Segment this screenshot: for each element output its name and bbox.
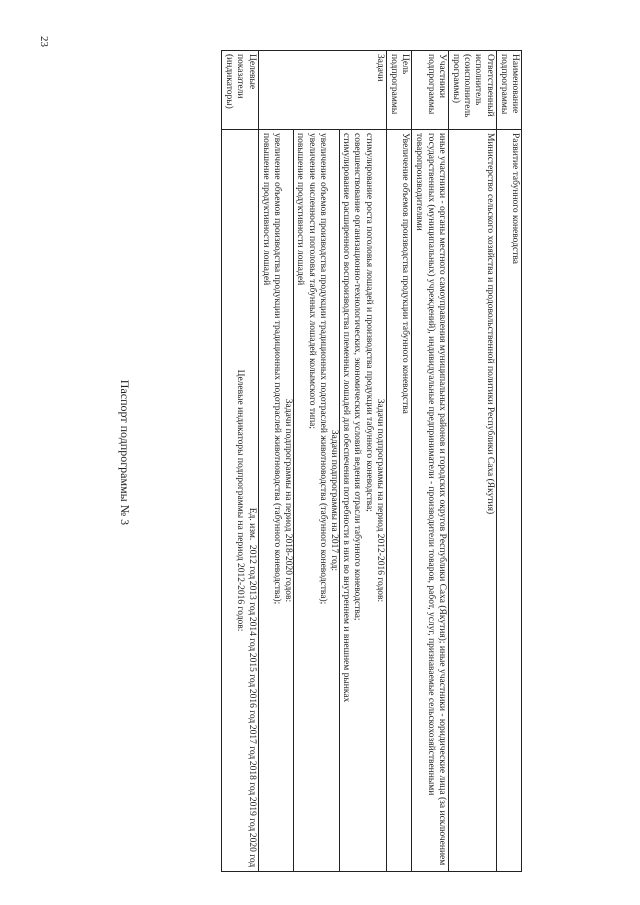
tasks-period3-item: увеличение объемов производства продукции традиционных подотраслей животноводства (табунного коневодства); <box>271 133 282 605</box>
year-header: 2018 год <box>246 760 257 796</box>
value-participants: иные участники - органы местного самоуправления муниципальных районов и городских округов Республики Саха (Якутия); иные участники - юридические лица (за исключением государственных (муниципальных) учреждений), индивидуальные предприниматели - производители товаров, работ, услуг, признаваемые сельскохозяйственными товаропроизводителями <box>412 130 449 872</box>
page-number: 23 <box>38 36 50 47</box>
value-name: Развитие табунного коневодства <box>496 130 521 872</box>
tasks-period2-block <box>294 130 340 871</box>
tasks-period2-item: повышение продуктивности лошадей <box>295 133 306 286</box>
year-header: 2016 год <box>246 688 257 724</box>
tasks-period1-item: стимулирование расширенного воспроизводства племенных лошадей для обеспечения потребности в них во внутреннем и внешнем рынках <box>341 133 352 703</box>
table-row-responsible <box>448 51 496 872</box>
year-header: 2014 год <box>246 616 257 652</box>
label-tasks: Задачи <box>258 51 386 130</box>
tasks-period1-item: совершенствование организационно-технологических, экономических условий ведения отрасли табунного коневодства; <box>352 133 363 621</box>
value-tasks <box>258 130 386 872</box>
year-header: 2017 год <box>246 724 257 760</box>
label-participants: Участники подпрограммы <box>412 51 449 130</box>
table-row-goal <box>386 51 411 872</box>
year-header: 2013 год <box>246 580 257 616</box>
label-indicators: Целевые показатели (индикаторы) <box>221 51 258 130</box>
tasks-period1-item: стимулирование роста поголовья лошадей и производства продукции табунного коневодства; <box>363 133 374 512</box>
unit-header: Ед. изм. <box>246 507 257 541</box>
tasks-period2-item: увеличение объемов производства продукции традиционных подотраслей животноводства (табунного коневодства); <box>317 133 328 605</box>
tasks-period3-item: повышение продуктивности лошадей <box>260 133 271 286</box>
label-responsible: Ответственный исполнитель (соисполнитель программы) <box>448 51 496 130</box>
table-row-name <box>496 51 521 872</box>
indicators-caption: Целевые индикаторы подпрограммы на период 2012-2016 годов: <box>235 369 246 632</box>
passport-table <box>221 50 522 872</box>
value-indicators <box>221 130 258 872</box>
document-title: Паспорт подпрограммы № 3 <box>118 379 132 526</box>
tasks-period1-header: Задачи подпрограммы на период 2012-2016 годов: <box>374 398 385 603</box>
year-header: 2015 год <box>246 652 257 688</box>
label-goal: Цель подпрограммы <box>386 51 411 130</box>
tasks-period2-item: увеличение численности поголовья табунных лошадей колымского типа; <box>306 133 317 430</box>
indicators-header-row <box>245 133 256 868</box>
tasks-period3-header: Задачи подпрограммы на период 2018-2020 годов: <box>283 398 294 603</box>
year-header: 2019 год <box>246 796 257 832</box>
value-goal: Увеличение объемов производства продукции табунного коневодства <box>386 130 411 872</box>
tasks-period2-header: Задачи подпрограммы на 2017 год: <box>328 429 339 572</box>
table-row-indicators <box>221 51 258 872</box>
value-responsible: Министерство сельского хозяйства и продовольственной политики Республики Саха (Якутия) <box>448 130 496 872</box>
table-row-tasks <box>258 51 386 872</box>
table-row-participants <box>412 51 449 872</box>
year-header: 2020 год <box>246 832 257 868</box>
tasks-period3-block <box>260 130 295 871</box>
year-header: 2012 год <box>246 544 257 580</box>
label-name: Наименование подпрограммы <box>496 51 521 130</box>
